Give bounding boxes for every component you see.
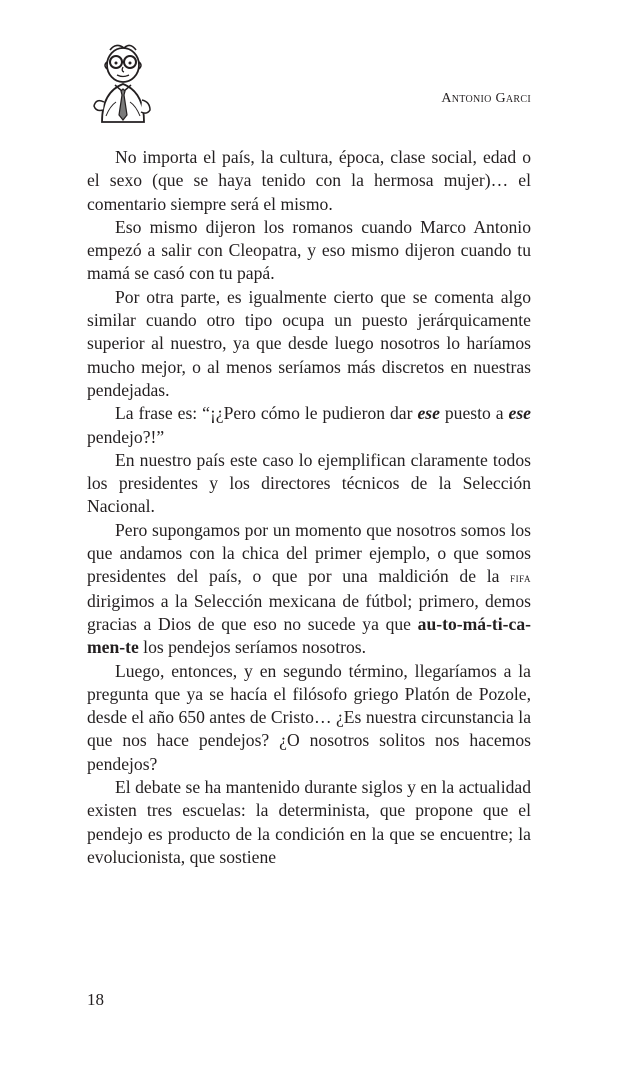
paragraph: Luego, entonces, y en segundo término, llegaríamos a la pregunta que ya se hacía el filósofo griego Platón de Pozole, desde el año 650 antes de Cristo… ¿Es nuestra circunstancia la que nos hace pendejos? ¿O nosotros solitos nos hacemos pendejos? [87, 660, 531, 774]
emphasis-text: ese [417, 403, 440, 424]
cartoon-man-with-glasses-and-tie-icon [84, 40, 164, 124]
paragraph [87, 519, 531, 660]
paragraph: Por otra parte, es igualmente cierto que se comenta algo similar cuando otro tipo ocupa un puesto jerárquicamente superior al nuestro, ya que desde luego nosotros lo haríamos mucho mejor, o al menos seríamos más discretos en nuestras pendejadas. [87, 286, 531, 400]
text-run: los pendejos seríamos nosotros. [138, 637, 367, 658]
paragraph [87, 402, 531, 449]
paragraph: No importa el país, la cultura, época, clase social, edad o el sexo (que se haya tenido con la hermosa mujer)… el comentario siempre será el mismo. [87, 147, 531, 214]
text-run: puesto a [439, 403, 509, 424]
emphasis-text: ese [508, 403, 531, 424]
small-caps-acronym: fifa [510, 570, 531, 586]
text-run: dirigimos a la Selección mexicana de fútbol; primero, demos gracias a Dios de que eso no sucede ya que [87, 590, 531, 634]
text-run: Pero supongamos por un momento que nosotros somos los que andamos con la chica del primer ejemplo, o que somos presidentes del país, o que por una maldición de la [87, 519, 531, 587]
bold-text: au-to-má-ti-ca-men-te [87, 613, 531, 658]
text-run: pendejo?!” [87, 426, 165, 447]
paragraph: Eso mismo dijeron los romanos cuando Marco Antonio empezó a salir con Cleopatra, y eso mismo dijeron cuando tu mamá se casó con tu papá. [87, 216, 531, 284]
text-run: La frase es: “¡¿Pero cómo le pudieron dar [115, 403, 418, 424]
running-head: Antonio Garci [441, 91, 531, 106]
page-number: 18 [87, 990, 104, 1009]
paragraph: En nuestro país este caso lo ejemplifican claramente todos los presidentes y los directores técnicos de la Selección Nacional. [87, 449, 531, 517]
body-text [87, 146, 531, 869]
paragraph: El debate se ha mantenido durante siglos y en la actualidad existen tres escuelas: la determinista, que propone que el pendejo es producto de la condición en la que se encuentre; la evolucionista, que sostiene [87, 777, 531, 867]
